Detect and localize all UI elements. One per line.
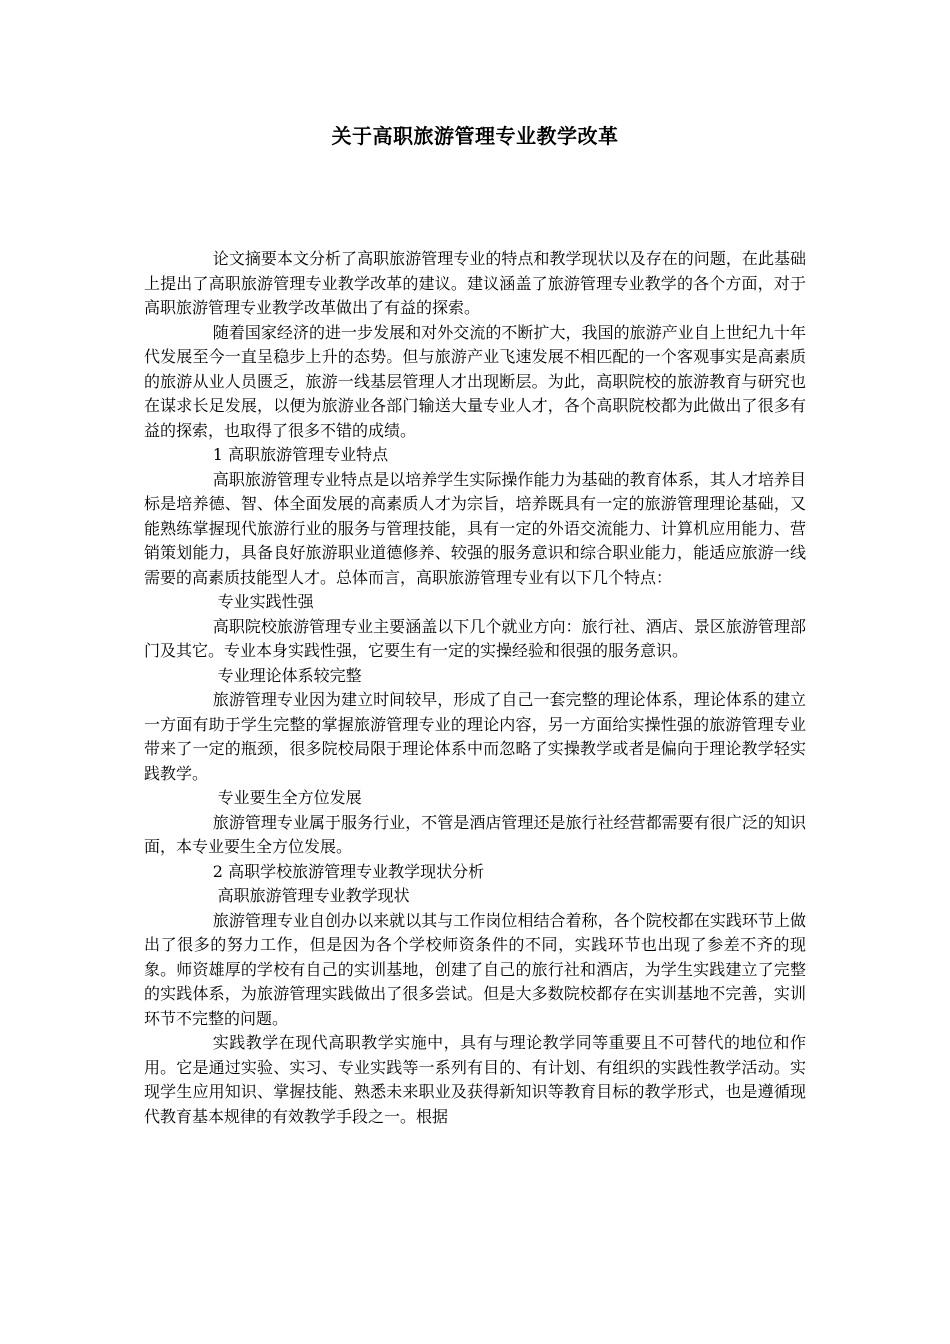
- abstract-paragraph: 论文摘要本文分析了高职旅游管理专业的特点和教学现状以及存在的问题，在此基础上提出了高职旅游管理专业教学改革的建议。建议涵盖了旅游管理专业教学的各个方面，对于高职旅游管理专业教学改革做出了有益的探索。: [144, 249, 806, 317]
- subsection-heading: 专业要生全方位发展: [217, 788, 362, 807]
- subsection-heading: 高职旅游管理专业教学现状: [217, 886, 410, 905]
- body-paragraph: 高职院校旅游管理专业主要涵盖以下几个就业方向：旅行社、酒店、景区旅游管理部门及其它。专业本身实践性强，它要生有一定的实操经验和很强的服务意识。: [144, 616, 806, 660]
- body-paragraph: 旅游管理专业属于服务行业，不管是酒店管理还是旅行社经营都需要有很广泛的知识面，本专业要生全方位发展。: [144, 812, 806, 856]
- body-paragraph: 旅游管理专业因为建立时间较早，形成了自己一套完整的理论体系，理论体系的建立一方面有助于学生完整的掌握旅游管理专业的理论内容，另一方面给实操性强的旅游管理专业带来了一定的瓶颈，很多院校局限于理论体系中而忽略了实操教学或者是偏向于理论教学轻实践教学。: [144, 690, 806, 783]
- document-title: 关于高职旅游管理专业教学改革: [331, 124, 619, 148]
- subsection-heading: 专业理论体系较完整: [217, 665, 362, 685]
- body-paragraph: 高职旅游管理专业特点是以培养学生实际操作能力为基础的教育体系，其人才培养目标是培养德、智、体全面发展的高素质人才为宗旨，培养既具有一定的旅游管理理论基础，又能熟练掌握现代旅游行业的服务与管理技能，具有一定的外语交流能力、计算机应用能力、营销策划能力，具备良好旅游职业道德修养、较强的服务意识和综合职业能力，能适应旅游一线需要的高素质技能型人才。总体而言，高职旅游管理专业有以下几个特点：: [144, 469, 806, 587]
- section-heading: 2 高职学校旅游管理专业教学现状分析: [212, 861, 485, 881]
- subsection-heading: 专业实践性强: [217, 592, 314, 611]
- body-paragraph: 实践教学在现代高职教学实施中，具有与理论教学同等重要且不可替代的地位和作用。它是通过实验、实习、专业实践等一系列有目的、有计划、有组织的实践性教学活动。实现学生应用知识、掌握技能、熟悉未来职业及获得新知识等教育目标的教学形式，也是遵循现代教育基本规律的有效教学手段之一。根据: [144, 1033, 806, 1126]
- body-paragraph: 随着国家经济的进一步发展和对外交流的不断扩大，我国的旅游产业自上世纪九十年代发展至今一直呈稳步上升的态势。但与旅游产业飞速发展不相匹配的一个客观事实是高素质的旅游从业人员匮乏，旅游一线基层管理人才出现断层。为此，高职院校的旅游教育与研究也在谋求长足发展，以便为旅游业各部门输送大量专业人才，各个高职院校都为此做出了很多有益的探索，也取得了很多不错的成绩。: [144, 322, 806, 440]
- document-body: [144, 247, 806, 1129]
- body-paragraph: 旅游管理专业自创办以来就以其与工作岗位相结合着称，各个院校都在实践环节上做出了很多的努力工作，但是因为各个学校师资条件的不同，实践环节也出现了参差不齐的现象。师资雄厚的学校有自己的实训基地，创建了自己的旅行社和酒店，为学生实践建立了完整的实践体系，为旅游管理实践做出了很多尝试。但是大多数院校都存在实训基地不完善，实训环节不完整的问题。: [144, 910, 806, 1028]
- section-heading: 1 高职旅游管理专业特点: [212, 445, 389, 464]
